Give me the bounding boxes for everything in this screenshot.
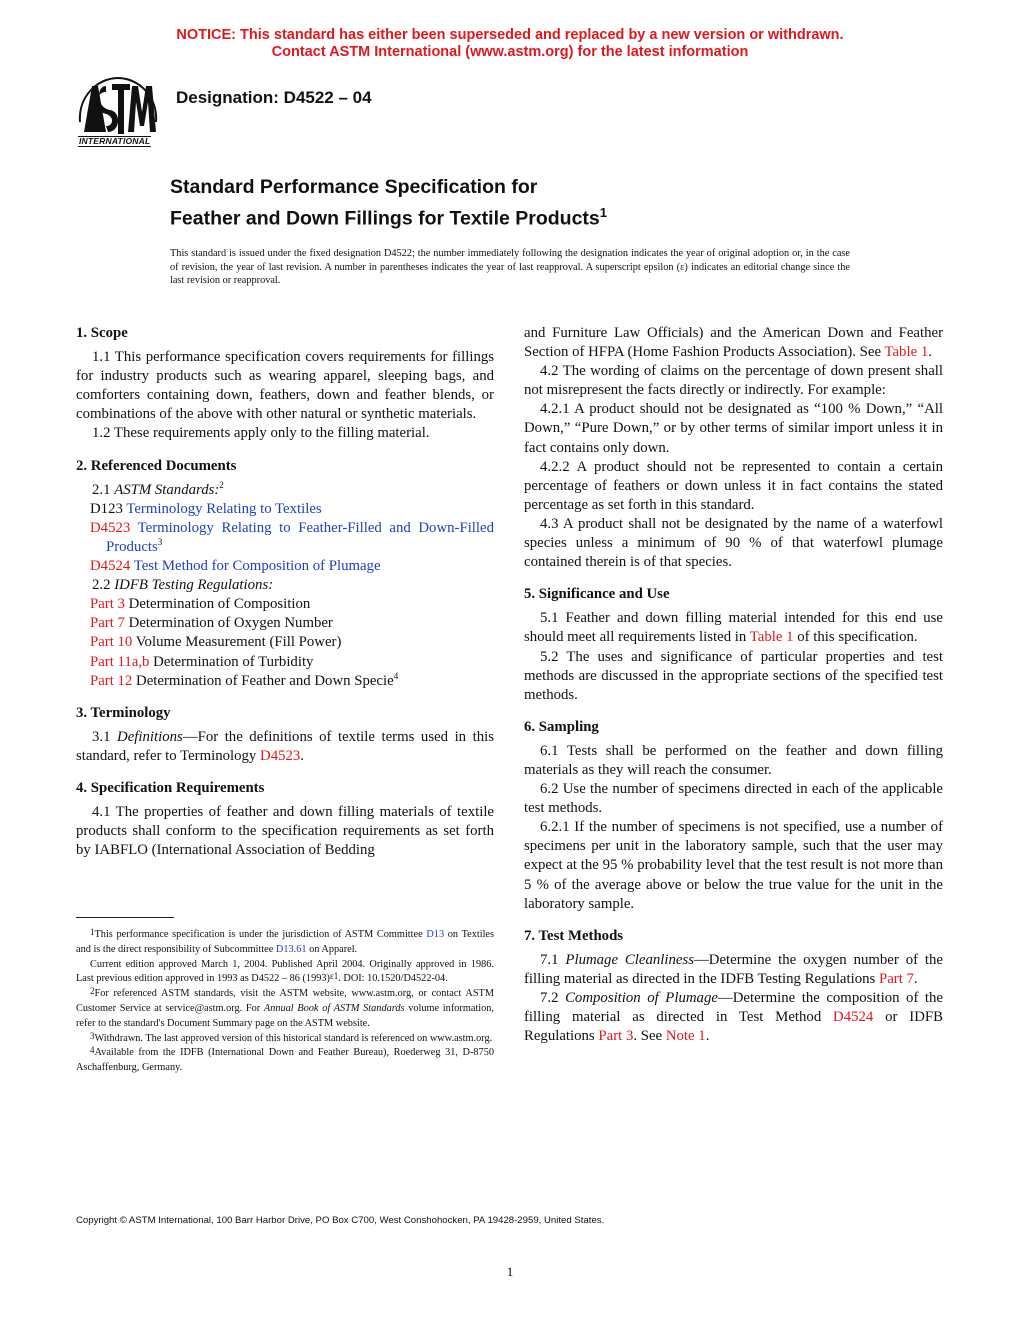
idfb-item — [76, 614, 494, 633]
ref-d4523-link[interactable]: Terminology Relating to Feather-Filled and Down-Filled Products — [106, 519, 494, 555]
para-7-1-part7-link[interactable]: Part 7 — [878, 970, 914, 987]
right-column — [524, 324, 943, 1046]
footnote-1-edition — [76, 958, 494, 988]
para-2-1-label: ASTM Standards: — [114, 481, 220, 498]
ref-d4524 — [76, 557, 494, 576]
idfb-item — [76, 633, 494, 652]
copyright: Copyright © ASTM International, 100 Barr Harbor Drive, PO Box C700, West Conshohocken, PA 19428-2959, United States. — [76, 1215, 605, 1226]
para-6-2: 6.2 Use the number of specimens directed in each of the applicable test methods. — [524, 781, 943, 817]
ref-d123-link[interactable]: Terminology Relating to Textiles — [126, 500, 322, 517]
footnote-1-epsilon: ε1 — [329, 971, 339, 982]
footnote-3-text: Withdrawn. The last approved version of this historical standard is referenced on www.astm.org. — [94, 1032, 493, 1044]
para-7-2-note1-link[interactable]: Note 1 — [665, 1028, 706, 1045]
footnote-3 — [76, 1032, 494, 1047]
para-7-1-label: Plumage Cleanliness — [565, 951, 694, 968]
ref-d123 — [76, 500, 494, 519]
footnote-2-italic: Annual Book of ASTM Standards — [263, 1002, 405, 1014]
para-2-1-num: 2.1 — [92, 481, 111, 498]
para-2-2-num: 2.2 — [92, 577, 111, 594]
footnote-1-link-d13[interactable]: D13 — [426, 929, 445, 940]
para-4-2: 4.2 The wording of claims on the percentage of down present shall not misrepresent the facts directly or indirectly. For example: — [524, 363, 943, 399]
footnote-4 — [76, 1046, 494, 1076]
para-1-1: 1.1 This performance specification covers requirements for fillings for industry products such as wearing apparel, sleeping bags, and comforters containing down, feathers, down and feather blends, or combinations of the above with other natural or synthetic materials. — [76, 349, 494, 423]
idfb-part-title: Volume Measurement (Fill Power) — [135, 634, 342, 651]
notice-line-1: NOTICE: This standard has either been superseded and replaced by a new version or withdrawn. — [176, 27, 844, 43]
ref-d123-code: D123 — [90, 500, 123, 517]
title-footnote-mark: 1 — [599, 205, 608, 220]
footnote-1-link-d1361[interactable]: D13.61 — [275, 943, 307, 955]
idfb-part-title: Determination of Composition — [128, 596, 311, 613]
footnotes — [76, 928, 494, 1076]
para-2-1 — [76, 481, 494, 500]
title-line-1: Standard Performance Specification for — [170, 176, 538, 198]
footnote-2 — [76, 987, 494, 1031]
para-7-2-text-a: —Determine the composition of the filling material as directed in Test Method — [524, 990, 944, 1026]
section-6-heading: 6. Sampling — [524, 718, 599, 735]
section-1-heading: 1. Scope — [76, 325, 128, 341]
idfb-part-title: Determination of Feather and Down Specie — [136, 672, 394, 689]
idfb-part-title: Determination of Oxygen Number — [128, 615, 333, 632]
para-2-2 — [76, 576, 494, 595]
para-5-2: 5.2 The uses and significance of particular properties and test methods are discussed in the appropriate sections of the specified test methods. — [524, 648, 943, 703]
footnote-2-text-a: For referenced ASTM standards, visit the ASTM website, www.astm.org, or contact ASTM Customer Service at service@astm.org. For — [76, 988, 494, 1014]
para-3-1-text: —For the definitions of textile terms used in this standard, refer to Terminology — [76, 728, 494, 764]
idfb-part-link[interactable]: Part 10 — [90, 634, 133, 651]
preamble: This standard is issued under the fixed designation D4522; the number immediately following the designation indicates the year of original adoption or, in the case of revision, the year of last revision. A number in parentheses indicates the year of last reapproval. A superscript epsilon (ε) indicates an editorial change since the last revision or reapproval. — [170, 248, 850, 287]
ref-d4523 — [76, 519, 494, 557]
para-7-2-text-c: . See — [633, 1028, 663, 1045]
para-5-1-table-link[interactable]: Table 1 — [749, 629, 794, 646]
para-2-1-sup: 2 — [219, 479, 224, 490]
section-4-heading: 4. Specification Requirements — [76, 779, 265, 796]
section-5-heading: 5. Significance and Use — [524, 586, 670, 603]
section-3-heading: 3. Terminology — [76, 704, 171, 721]
astm-logo — [76, 76, 160, 148]
withdrawal-notice — [0, 27, 1020, 61]
document-title — [170, 174, 607, 232]
footnote-4-mark: 4 — [90, 1045, 95, 1056]
para-3-1-label: Definitions — [117, 728, 183, 745]
idfb-part-link[interactable]: Part 7 — [90, 615, 125, 632]
page-number: 1 — [506, 1264, 514, 1279]
footnote-rule — [76, 917, 174, 918]
footnote-2-text-b: volume information, refer to the standard's Document Summary page on the ASTM website. — [76, 1002, 494, 1029]
para-7-2-num: 7.2 — [540, 990, 559, 1006]
idfb-item — [76, 672, 494, 691]
para-3-1-link[interactable]: D4523 — [260, 747, 301, 764]
para-4-1-cont-text: and Furniture Law Officials) and the American Down and Feather Section of HFPA (Home Fashion Products Association). See — [524, 325, 943, 361]
idfb-part-link[interactable]: Part 11a,b — [90, 653, 150, 670]
table-1-link[interactable]: Table 1 — [884, 344, 929, 361]
para-4-3: 4.3 A product shall not be designated by the name of a waterfowl species unless a minimum of 90 % of that waterfowl plumage contained therein is of that species. — [524, 515, 943, 571]
idfb-part-link[interactable]: Part 3 — [90, 596, 125, 613]
para-1-2: 1.2 These requirements apply only to the filling material. — [92, 425, 430, 442]
footnote-3-mark: 3 — [90, 1030, 95, 1041]
logo-caption: INTERNATIONAL — [79, 136, 151, 146]
footnote-1 — [76, 928, 494, 958]
footnote-1-mark: 1 — [90, 927, 95, 937]
footnote-4-text: Available from the IDFB (International Down and Feather Bureau), Roederweg 31, D-8750 Aschaffenburg, Germany. — [76, 1047, 494, 1074]
idfb-item — [76, 653, 494, 672]
section-2-heading: 2. Referenced Documents — [76, 457, 237, 474]
footnote-1-doi: . DOI: 10.1520/D4522-04. — [338, 973, 448, 985]
idfb-item — [76, 595, 494, 614]
idfb-part-title: Determination of Turbidity — [153, 653, 314, 670]
para-4-2-1: 4.2.1 A product should not be designated as “100 % Down,” “All Down,” “Pure Down,” or by other terms of similar import unless it in fact contains only down. — [524, 401, 943, 456]
para-5-1-text-b: of this specification. — [797, 629, 918, 646]
title-line-2 — [170, 200, 607, 232]
footnote-1-edition-text: Current edition approved March 1, 2004. Published April 2004. Originally approved in 1986. Last previous edition approved in 1993 as D4522 – 86 (1993) — [76, 958, 494, 985]
para-6-1: 6.1 Tests shall be performed on the feather and down filling materials as they will reach the consumer. — [524, 742, 943, 778]
ref-d4523-sup: 3 — [157, 536, 163, 547]
notice-line-2: Contact ASTM International (www.astm.org) for the latest information — [271, 44, 749, 60]
para-4-1: 4.1 The properties of feather and down filling materials of textile products shall conform to the specification requirements as set forth by IABFLO (International Association of Bedding — [76, 804, 494, 859]
ref-d4524-code[interactable]: D4524 — [90, 558, 131, 575]
section-7-heading: 7. Test Methods — [524, 927, 624, 944]
ref-d4524-link[interactable]: Test Method for Composition of Plumage — [133, 558, 381, 575]
para-5-1 — [524, 609, 943, 647]
footnote-2-mark: 2 — [90, 986, 95, 997]
left-column — [76, 324, 494, 860]
para-6-2-1: 6.2.1 If the number of specimens is not specified, use a number of specimens per unit in the laboratory sample, such that the user may expect at the 95 % probability level that the test result is not more than 5 % of the average above or below the true value for the unit in the laboratory sample. — [524, 819, 943, 912]
ref-d4523-code[interactable]: D4523 — [90, 519, 131, 536]
para-7-1-text: —Determine the oxygen number of the filling material as directed in the IDFB Testing Regulations — [524, 951, 944, 987]
footnote-1-text-b: on Textiles and is the direct responsibility of Subcommittee — [76, 929, 495, 955]
para-7-2: 7.2 Composition of Plumage—Determine the composition of the filling material as directed in Test Method D4524 or IDFB Regulations Part 3. See Note 1. — [524, 990, 944, 1045]
idfb-part-link[interactable]: Part 12 — [90, 672, 133, 689]
para-7-2-text-b: or IDFB Regulations — [524, 1009, 944, 1045]
para-2-2-label: IDFB Testing Regulations: — [114, 577, 274, 594]
para-7-1: 7.1 Plumage Cleanliness—Determine the oxygen number of the filling material as directed in the IDFB Testing Regulations Part 7. — [524, 951, 944, 987]
para-7-1-num: 7.1 — [540, 951, 559, 968]
title-line-2-text: Feather and Down Fillings for Textile Products — [170, 207, 600, 230]
para-5-1-text-a: 5.1 Feather and down filling material intended for this end use should meet all requirements listed in — [524, 610, 943, 646]
idfb-part-sup: 4 — [393, 670, 399, 681]
para-7-2-label: Composition of Plumage — [565, 990, 718, 1006]
designation: Designation: D4522 – 04 — [176, 88, 372, 107]
footnote-1-text-c: on Apparel. — [309, 943, 358, 955]
para-4-1-continued: and Furniture Law Officials) and the American Down and Feather Section of HFPA (Home Fashion Products Association). See Table 1. — [524, 325, 943, 361]
para-4-2-2: 4.2.2 A product should not be represented to contain a certain percentage of feathers or down unless it in fact contains the stated percentage as set forth in this standard. — [524, 458, 943, 513]
para-7-2-d4524-link[interactable]: D4524 — [833, 1009, 874, 1026]
para-3-1: 3.1 Definitions—For the definitions of textile terms used in this standard, refer to Terminology D4523. — [76, 728, 494, 764]
para-3-1-num: 3.1 — [92, 728, 111, 745]
footnote-1-text-a: This performance specification is under the jurisdiction of ASTM Committee — [94, 929, 423, 940]
para-7-2-part3-link[interactable]: Part 3 — [598, 1028, 634, 1045]
